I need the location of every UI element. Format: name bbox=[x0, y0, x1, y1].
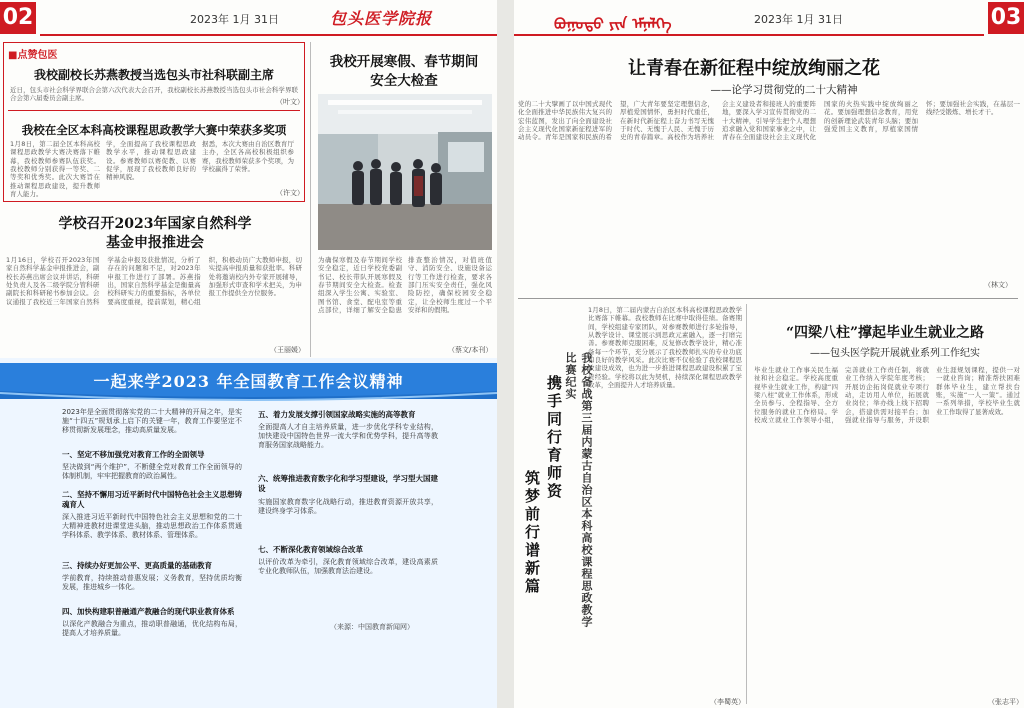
article3-title-line1: 学校召开2023年国家自然科学 bbox=[58, 216, 252, 232]
article3-title-line2: 基金申报推进会 bbox=[106, 235, 204, 251]
lead-byline: （林文） bbox=[984, 281, 1012, 289]
lead-title: 让青春在新征程中绽放绚丽之花 bbox=[628, 58, 880, 79]
feature-source: （来源：中国教育新闻网） bbox=[330, 623, 414, 631]
article3-body: 1月16日，学校召开2023年国家自然科学基金申报推进会，副校长苏燕出席会议并讲话，科研处负责人及各二级学院分管科研副院长和科研秘书参加会议。会议通报了我校近三年国家自然科学基金申报及获批情况，分析了存在的问题和不足，对2023年申报工作进行了部署。苏燕指出，国家自然科学基金是衡量高校科研实力的重要指标，各单位要高度重视，提前谋划，精心组织，积极动员广大教师申报，切实提高申报质量和获批率。科研处将邀请校内外专家开展辅导，加强形式审查和学术把关，为申报工作提供全方位服务。 bbox=[6, 256, 302, 306]
vertical-kicker: 我校备战第三届内蒙古自治区本科高校课程思政教学比赛纪实 bbox=[564, 352, 593, 628]
article1-body: 近日，包头市社会科学界联合会第六次代表大会召开，我校副校长苏燕教授当选包头市社会科学界联合会第六届委员会副主席。 bbox=[10, 86, 298, 103]
feature-s2-title: 二、坚持不懈用习近平新时代中国特色社会主义思想铸魂育人 bbox=[62, 490, 242, 509]
inspection-photo bbox=[318, 94, 492, 250]
feature-s4-title: 四、加快构建职普融通产教融合的现代职业教育体系 bbox=[62, 607, 235, 616]
feature-s1-body: 坚决做到“两个维护”，不断健全党对教育工作全面领导的体制机制，牢牢把握教育的政治属性。 bbox=[62, 463, 242, 480]
column-divider bbox=[310, 42, 311, 357]
feature-intro: 2023年是全面贯彻落实党的二十大精神的开局之年，是实施“十四五”规划承上启下的关键一年，教育工作要坚定不移贯彻新发展理念，推动高质量发展。 bbox=[62, 408, 242, 434]
employment-body: 毕业生就业工作事关民生福祉和社会稳定。学校高度重视毕业生就业工作，构建“四梁八柱”就业工作体系，形成全员参与、全程指导、全方位服务的就业工作格局。学校成立就业工作领导小组，完善就业工作责任制，将就业工作纳入学院年度考核；开展访企拓岗促就业专项行动，走访用人单位，拓展就业岗位；举办线上线下招聘会，搭建供需对接平台；加强就业指导与服务，开设职业生涯规划课程，提供一对一就业咨询；精准帮扶困难群体毕业生，建立帮扶台账，实施“一人一策”。通过一系列举措，学校毕业生就业工作取得了显著成效。 bbox=[754, 366, 1020, 424]
header-date: 2023年 1月 31日 bbox=[754, 13, 843, 26]
vertical-body: 1月8日，第二届内蒙古自治区本科高校课程思政教学比赛落下帷幕。我校教师在比赛中取得佳绩。备赛期间，学校组建专家团队，对参赛教师进行多轮指导，从教学设计、课堂展示到思政元素融入，逐一打磨完善。参赛教师克服困难，反复修改教学设计，精心准备每一个环节，充分展示了我校教师扎实的专业功底和良好的教学风采。此次比赛不仅检验了我校课程思政建设成效，也为进一步推进课程思政建设积累了宝贵经验。学校将以此为契机，持续深化课程思政教学改革，全面提升人才培养质量。 bbox=[588, 306, 742, 389]
article4-title-line2: 安全大检查 bbox=[370, 73, 438, 89]
article4-title-line1: 我校开展寒假、春节期间 bbox=[329, 54, 479, 70]
article2-col1: 1月8日，第二届全区本科高校课程思政教学大赛决赛落下帷幕，我校教师参赛队伍获奖。我校教师分别获得一等奖、二等奖和优秀奖。此次大赛旨在推动课程思政建设，提升教师育人能力。 bbox=[10, 140, 100, 198]
feature-s4-body: 以深化产教融合为重点，推动职普融通，优化结构布局，提高人才培养质量。 bbox=[62, 620, 242, 637]
feature-s3-title: 三、持续办好更加公平、更高质量的基础教育 bbox=[62, 561, 212, 570]
article4-byline: （蔡文/本刊） bbox=[448, 346, 493, 354]
article4-body: 为确保寒假及春节期间学校安全稳定，近日学校党委副书记、校长带队开展寒假及春节期间安全大检查。检查组深入学生公寓、实验室、图书馆、食堂、配电室等重点部位，详细了解安全隐患排查整治情况，对值班值守、消防安全、设施设备运行等工作进行检查，要求各部门压实安全责任，强化风险防控，确保校园安全稳定，让全校师生度过一个平安祥和的假期。 bbox=[318, 256, 492, 314]
feature-s3-body: 学前教育，持续推动普惠发展；义务教育，坚持优质均衡发展，推进城乡一体化。 bbox=[62, 574, 242, 591]
inspection-photo-illustration bbox=[318, 94, 492, 250]
lead-subtitle: ——论学习贯彻党的二十大精神 bbox=[710, 84, 858, 96]
feature-s2-body: 深入推进习近平新时代中国特色社会主义思想和党的二十大精神进教材进课堂进头脑，推动思想政治工作体系贯通学科体系、教学体系、教材体系、管理体系。 bbox=[62, 513, 242, 539]
page-gutter bbox=[497, 0, 514, 708]
vertical-headline-1: 携手同行育师资 bbox=[545, 375, 563, 501]
page-header bbox=[40, 0, 497, 36]
article3-byline: （王丽媛） bbox=[270, 346, 305, 354]
feature-headline: 一起来学2023 年全国教育工作会议精神 bbox=[93, 372, 404, 391]
feature-s5-title: 五、着力发展支撑引领国家战略实施的高等教育 bbox=[258, 410, 416, 419]
page-number: 02 bbox=[0, 2, 36, 34]
lead-body: 党的二十大擘画了以中国式现代化全面推进中华民族伟大复兴的宏伟蓝图，发出了向全面建设社会主义现代化国家新征程进军的动员令。青年是国家和民族的希望，广大青年要坚定理想信念，厚植爱国情怀，勇担时代重任，在新时代新征程上奋力书写无愧于时代、无愧于人民、无愧于历史的青春篇章。高校作为培养社会主义建设者和接班人的重要阵地，要深入学习宣传贯彻党的二十大精神，引导学生把个人理想追求融入党和国家事业之中，让青春在全面建设社会主义现代化国家的火热实践中绽放绚丽之花。要加强理想信念教育，用党的创新理论武装青年头脑；要加强爱国主义教育，厚植家国情怀；要加强社会实践，在基层一线经受锻炼、增长才干。 bbox=[518, 100, 1020, 142]
page-header bbox=[514, 0, 984, 36]
divider bbox=[518, 298, 1018, 299]
feature-s6-body: 实施国家教育数字化战略行动，推进教育资源开放共享，建设终身学习体系。 bbox=[258, 498, 438, 515]
feature-s6-title: 六、统筹推进教育数字化和学习型建设，学习型大国建设 bbox=[258, 474, 438, 493]
article2-byline: （许文） bbox=[276, 189, 304, 197]
header-date: 2023年 1月 31日 bbox=[190, 13, 279, 26]
newspaper-logo: 包头医学院报 bbox=[330, 9, 433, 28]
feature-banner bbox=[0, 363, 497, 399]
article1-byline: （叶文） bbox=[276, 98, 304, 106]
section-tag: ■点赞包医 bbox=[8, 50, 58, 61]
employment-subtitle: ——包头医学院开展就业系列工作纪实 bbox=[810, 348, 980, 359]
page-number: 03 bbox=[988, 2, 1024, 34]
employment-byline: （张志平） bbox=[988, 698, 1023, 706]
article1-title: 我校副校长苏燕教授当选包头市社科联副主席 bbox=[33, 68, 274, 82]
divider bbox=[8, 110, 300, 111]
article2-title: 我校在全区本科高校课程思政教学大赛中荣获多奖项 bbox=[21, 123, 287, 137]
right-page bbox=[514, 0, 1024, 708]
vertical-headline-2: 筑梦前行谱新篇 bbox=[523, 470, 541, 596]
column-divider bbox=[746, 304, 747, 704]
left-page bbox=[0, 0, 497, 708]
mongolian-masthead: ᠪᠣᠭᠤᠲᠤ ᠶᠢᠨ ᠡᠮᠨᠡᠯᠭᠡ bbox=[554, 15, 672, 33]
vertical-byline: （李蜀英） bbox=[710, 698, 745, 706]
feature-s7-body: 以评价改革为牵引，深化教育领域综合改革，建设高素质专业化教师队伍，加强教育法治建设。 bbox=[258, 558, 438, 575]
employment-title: “四梁八柱”撑起毕业生就业之路 bbox=[785, 325, 985, 341]
article2-col3: 据悉，本次大赛由自治区教育厅主办，全区各高校积极组织参赛，我校教师荣获多个奖项，为学校赢得了荣誉。 bbox=[202, 140, 294, 173]
article2-col2: 学，全面提高了我校课程思政教学水平，推动课程思政建设。参赛教师以赛促教、以赛促学，展现了我校教师良好的精神风貌。 bbox=[106, 140, 196, 182]
feature-s1-title: 一、坚定不移加强党对教育工作的全面领导 bbox=[62, 450, 205, 459]
feature-s7-title: 七、不断深化教育领域综合改革 bbox=[258, 545, 363, 554]
feature-s5-body: 全面提高人才自主培养质量，进一步优化学科专业结构，加快建设中国特色世界一流大学和优势学科，提升高等教育服务国家战略能力。 bbox=[258, 423, 438, 449]
